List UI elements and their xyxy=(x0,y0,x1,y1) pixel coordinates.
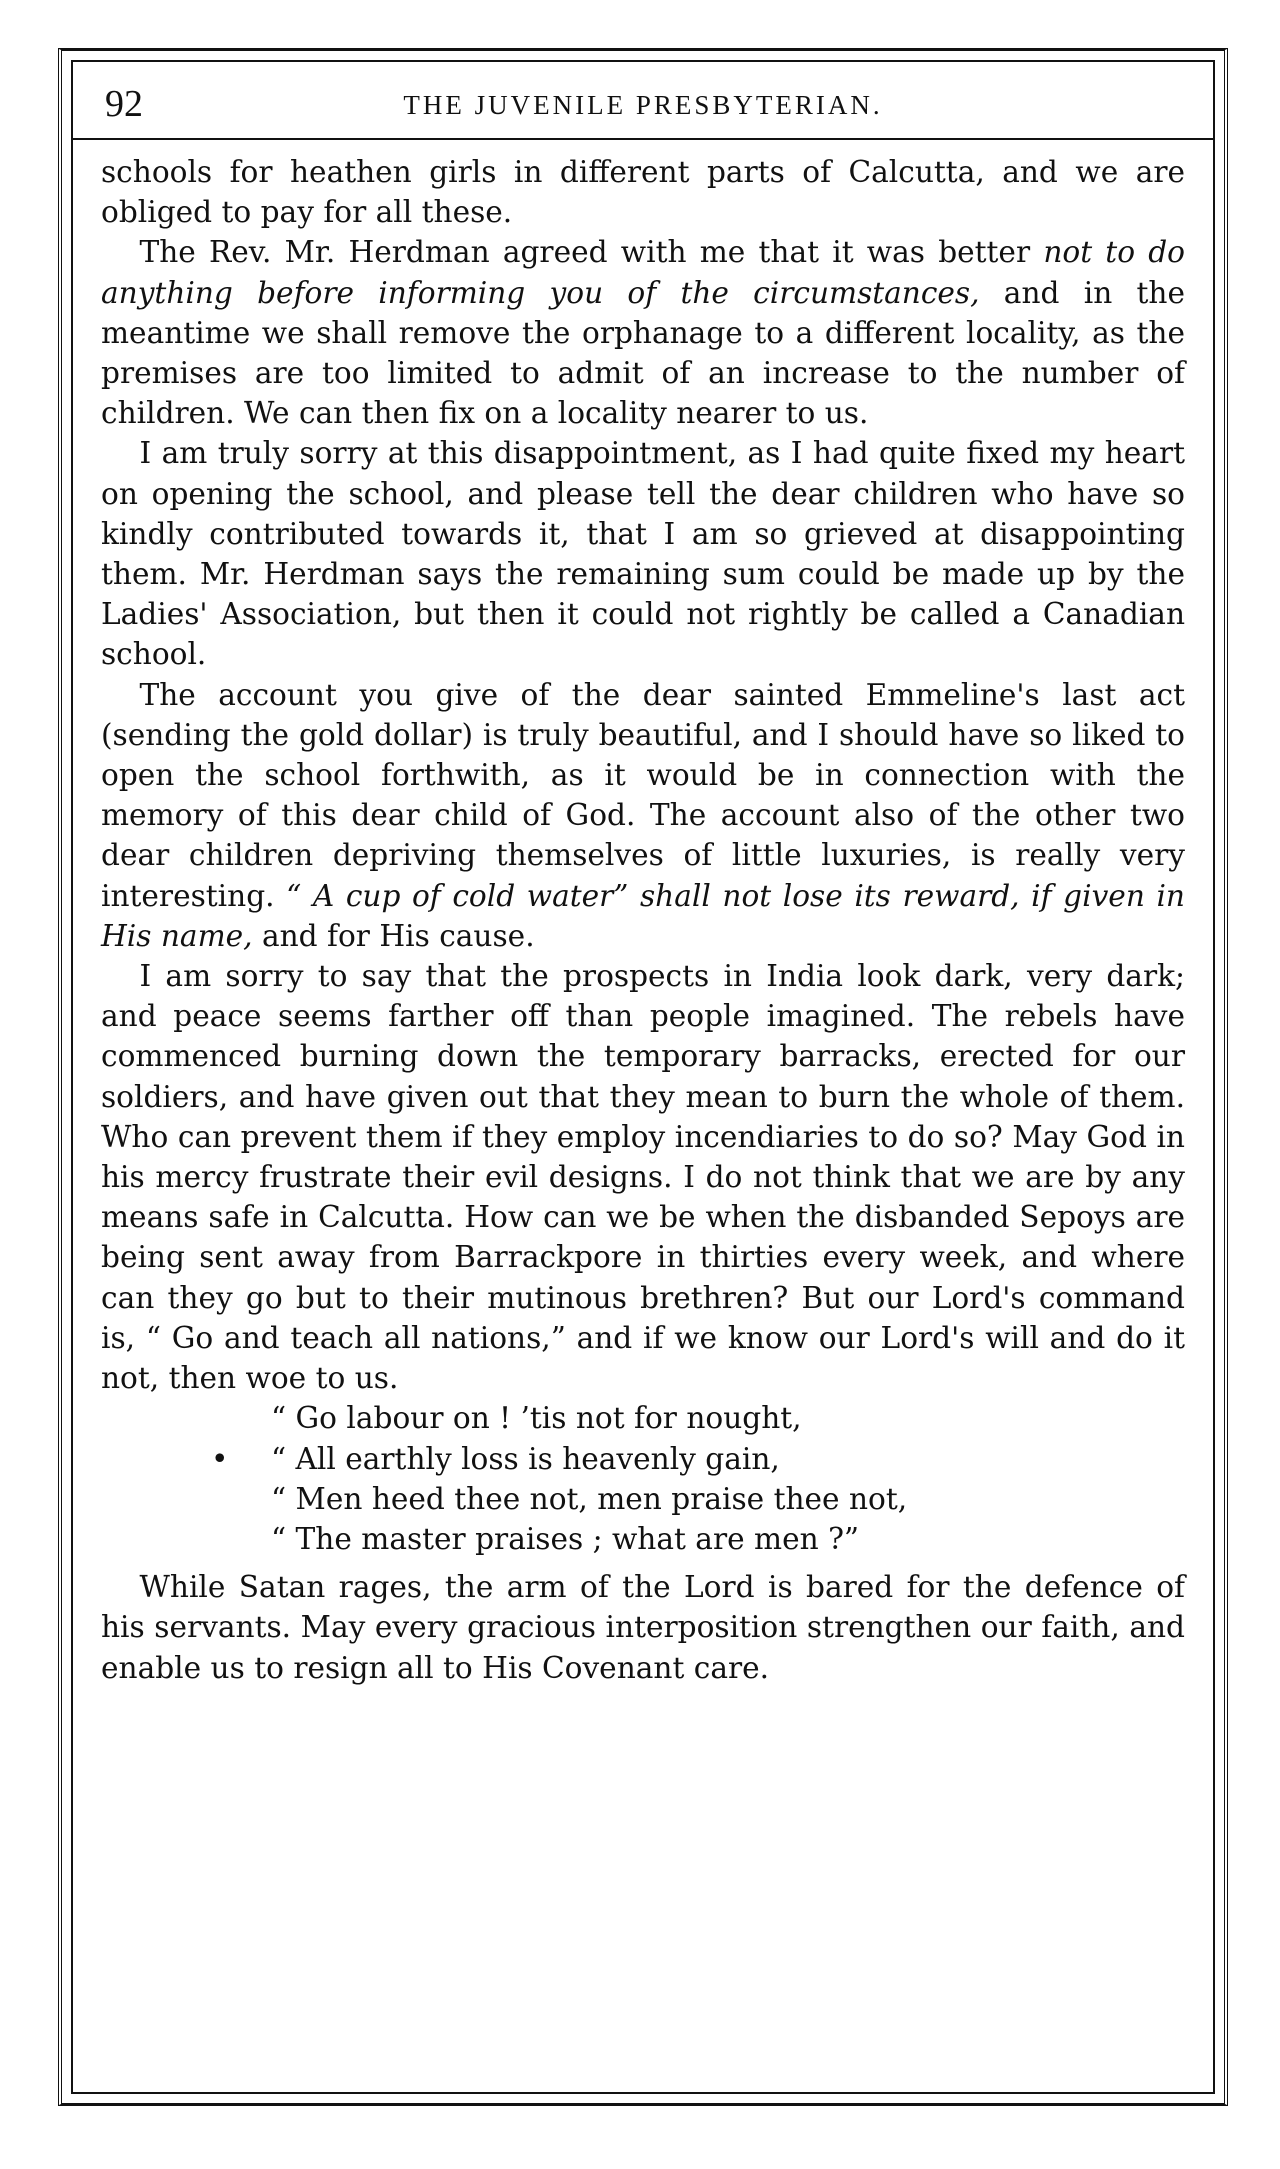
paragraph-4-text-b: and for His cause. xyxy=(252,918,535,953)
paragraph-3: I am truly sorry at this disappointment, as I had quite fixed my heart on opening the school, and please tell the dear children who have so kindly contributed towards it, that I am so grieved at disappointing them. Mr. Herdman says the remaining sum could be made up by the Ladies' Association, but then it could not rightly be called a Canadian school. xyxy=(101,436,1185,672)
paragraph-2-italic: not to do anything before informing you of the circumstances, xyxy=(101,235,1185,310)
poem-line: “ Go labour on ! ’tis not for nought, xyxy=(271,1401,802,1436)
paragraph-4 xyxy=(101,675,1185,956)
poem-line: “ The master praises ; what are men ?” xyxy=(271,1521,860,1556)
page-number: 92 xyxy=(105,83,143,125)
paragraph-1: schools for heathen girls in different parts of Calcutta, and we are obliged to pay for all these. xyxy=(101,155,1185,230)
page-header xyxy=(73,62,1213,140)
paragraph-6: While Satan rages, the arm of the Lord is bared for the defence of his servants. May every gracious interposition strengthen our faith, and enable us to resign all to His Covenant care. xyxy=(101,1570,1185,1685)
paragraph-2-text-a: The Rev. Mr. Herdman agreed with me that it was better xyxy=(139,235,1044,270)
poem-stanza xyxy=(211,1398,1185,1559)
paragraph-4-italic: “ A cup of cold water” shall not lose its reward, if given in His name, xyxy=(101,878,1185,953)
paragraph-2 xyxy=(101,232,1185,433)
running-title: THE JUVENILE PRESBYTERIAN. xyxy=(403,90,883,120)
poem-line: “ Men heed thee not, men praise thee not, xyxy=(271,1481,908,1516)
stray-mark: • xyxy=(211,1441,229,1476)
page-inner-border xyxy=(71,60,1215,2094)
paragraph-5: I am sorry to say that the prospects in India look dark, very dark; and peace seems farther off than people imagined. The rebels have commenced burning down the temporary barracks, erected for our soldiers, and have given out that they mean to burn the whole of them. Who can prevent them if they employ incendiaries to do so? May God in his mercy frustrate their evil designs. I do not think that we are by any means safe in Calcutta. How can we be when the disbanded Sepoys are being sent away from Barrackpore in thirties every week, and where can they go but to their mutinous brethren? But our Lord's command is, “ Go and teach all nations,” and if we know our Lord's will and do it not, then woe to us. xyxy=(101,959,1185,1396)
poem-line-with-mark xyxy=(211,1439,1185,1479)
page-frame xyxy=(58,48,1228,2106)
article-body xyxy=(101,152,1185,1688)
paragraph-2-text-b: and in the meantime we shall remove the orphanage to a different locality, as the premises are too limited to admit of an increase to the number of children. We can then fix on a locality nearer to us. xyxy=(101,275,1185,431)
poem-line: “ All earthly loss is heavenly gain, xyxy=(271,1441,780,1476)
paragraph-4-text-a: The account you give of the dear sainted Emmeline's last act (sending the gold dollar) is truly beautiful, and I should have so liked to open the school forthwith, as it would be in connection with the memory of this dear child of God. The account also of the other two dear children depriving themselves of little luxuries, is really very interesting. xyxy=(101,677,1185,913)
